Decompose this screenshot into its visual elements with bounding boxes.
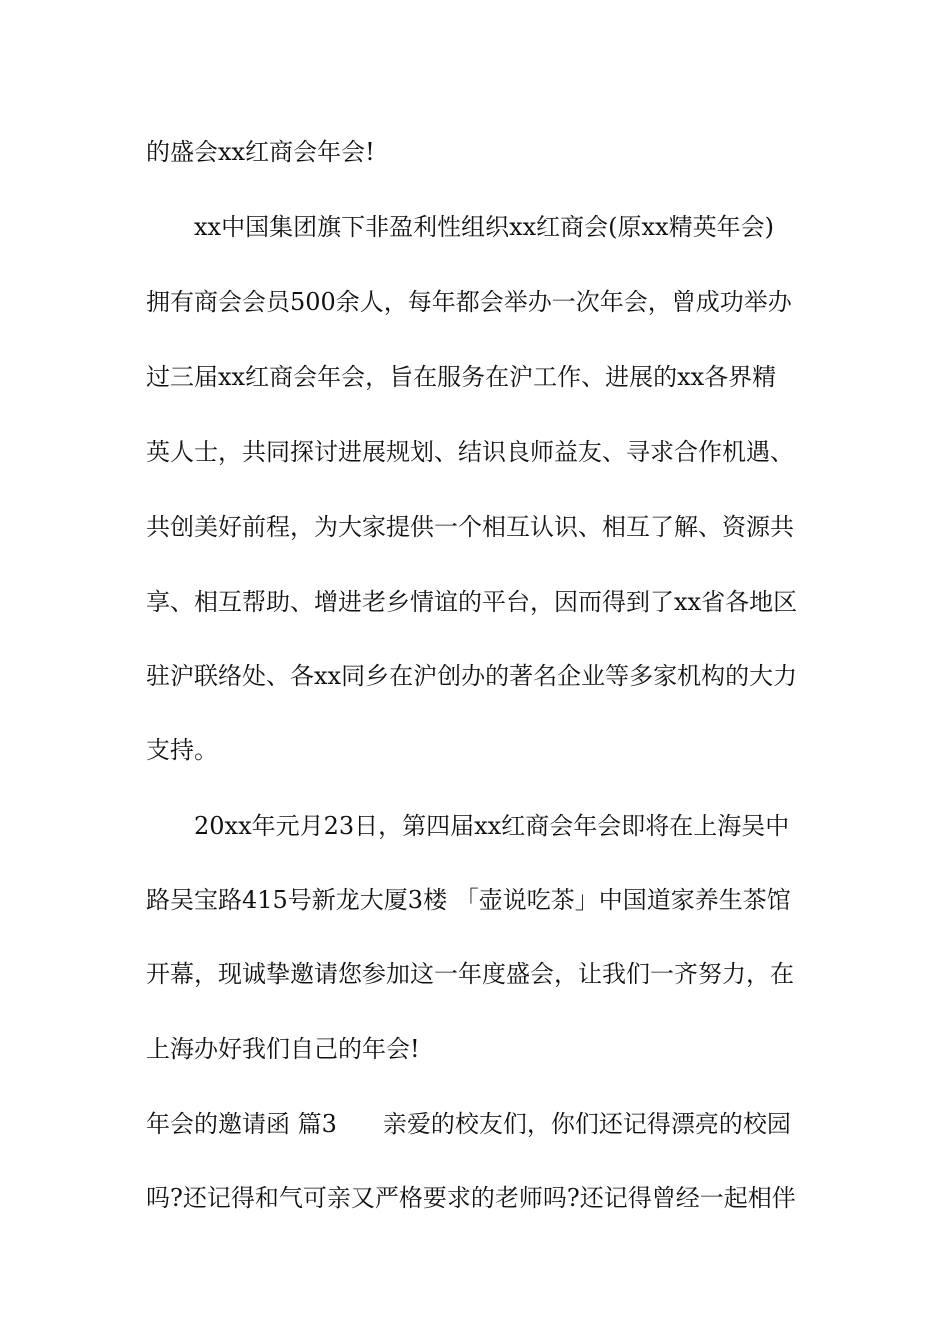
paragraph-line: 英人士，共同探讨进展规划、结识良师益友、寻求合作机遇、 — [146, 438, 794, 466]
paragraph-line: 吗?还记得和气可亲又严格要求的老师吗?还记得曾经一起相伴 — [146, 1184, 796, 1212]
paragraph-line: 的盛会xx红商会年会! — [146, 138, 375, 166]
paragraph-line: 上海办好我们自己的年会! — [146, 1035, 420, 1063]
paragraph-line: xx中国集团旗下非盈利性组织xx红商会(原xx精英年会) — [194, 213, 774, 241]
paragraph-line: 享、相互帮助、增进老乡情谊的平台，因而得到了xx省各地区 — [146, 588, 798, 616]
paragraph-line: 开幕，现诚挚邀请您参加这一年度盛会，让我们一齐努力，在 — [146, 960, 794, 988]
paragraph-line: 共创美好前程，为大家提供一个相互认识、相互了解、资源共 — [146, 513, 794, 541]
section-first-text: 亲爱的校友们，你们还记得漂亮的校园 — [382, 1110, 791, 1138]
paragraph-line: 驻沪联络处、各xx同乡在沪创办的著名企业等多家机构的大力 — [146, 662, 798, 690]
paragraph-line: 过三届xx红商会年会，旨在服务在沪工作、进展的xx各界精 — [146, 363, 777, 391]
paragraph-line: 支持。 — [146, 736, 218, 764]
section-heading: 年会的邀请函 篇3 — [146, 1110, 337, 1138]
paragraph-line: 拥有商会会员500余人，每年都会举办一次年会，曾成功举办 — [146, 288, 792, 316]
paragraph-line: 20xx年元月23日，第四届xx红商会年会即将在上海吴中 — [194, 812, 790, 840]
section-heading-row — [146, 1104, 816, 1144]
paragraph-line: 路吴宝路415号新龙大厦3楼 「壶说吃茶」中国道家养生茶馆 — [146, 886, 791, 914]
